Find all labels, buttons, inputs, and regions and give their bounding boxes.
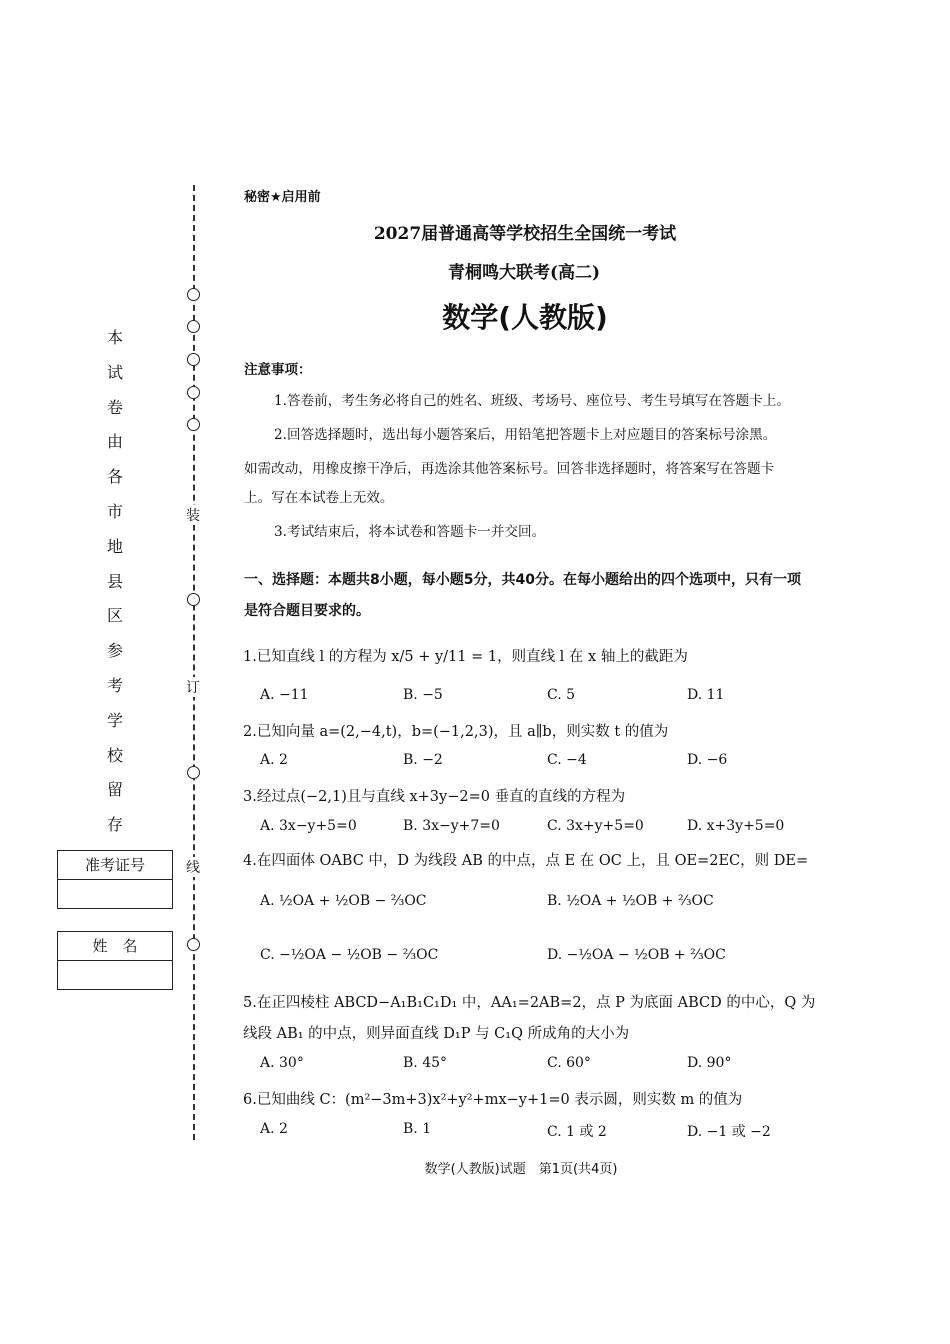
notice-char: 卷 bbox=[106, 397, 123, 417]
section-heading: 一、选择题：本题共8小题，每小题5分，共40分。在每小题给出的四个选项中，只有一项 bbox=[244, 572, 801, 588]
q6-option-a: A. 2 bbox=[260, 1121, 288, 1137]
binding-char: 订 bbox=[186, 677, 200, 697]
notice-char: 本 bbox=[106, 328, 123, 347]
notice-char: 地 bbox=[106, 536, 123, 556]
name-field[interactable] bbox=[58, 961, 172, 989]
q2-option-a: A. 2 bbox=[260, 752, 288, 768]
name-box bbox=[57, 931, 173, 990]
retention-notice bbox=[103, 325, 127, 847]
notice-char: 市 bbox=[106, 501, 123, 521]
subject-title: 数学(人教版) bbox=[442, 301, 608, 334]
notice-char: 考 bbox=[106, 675, 123, 695]
q5-option-b: B. 45° bbox=[403, 1055, 448, 1071]
notice-char: 校 bbox=[106, 745, 123, 765]
binding-char: 装 bbox=[186, 505, 200, 525]
notice-char: 各 bbox=[106, 467, 123, 487]
page-footer: 数学(人教版)试题 第1页(共4页) bbox=[424, 1162, 618, 1177]
binding-hole-icon bbox=[187, 593, 200, 606]
section-heading-cont: 是符合题目要求的。 bbox=[244, 603, 370, 619]
notice-char: 由 bbox=[106, 432, 123, 452]
note-2-cont: 如需改动，用橡皮擦干净后，再选涂其他答案标号。回答非选择题时，将答案写在答题卡 bbox=[244, 461, 775, 477]
q4-option-c: C. −½OA − ½OB − ⅔OC bbox=[260, 947, 439, 963]
question-5: 5.在正四棱柱 ABCD−A₁B₁C₁D₁ 中，AA₁=2AB=2，点 P 为底面 ABCD 的中心，Q 为 bbox=[243, 995, 816, 1011]
question-6: 6.已知曲线 C：(m²−3m+3)x²+y²+mx−y+1=0 表示圆，则实数 m 的值为 bbox=[243, 1092, 743, 1108]
secret-label: 秘密★启用前 bbox=[244, 190, 321, 205]
question-2: 2.已知向量 a=(2,−4,t)，b=(−1,2,3)，且 a∥b，则实数 t 的值为 bbox=[243, 724, 669, 740]
note-2-end: 上。写在本试卷上无效。 bbox=[244, 490, 394, 506]
q4-option-a: A. ½OA + ½OB − ⅔OC bbox=[260, 893, 427, 909]
question-3: 3.经过点(−2,1)且与直线 x+3y−2=0 垂直的直线的方程为 bbox=[243, 789, 626, 805]
binding-char: 线 bbox=[186, 857, 200, 877]
q4-option-b: B. ½OA + ½OB + ⅔OC bbox=[547, 893, 714, 909]
question-1: 1.已知直线 l 的方程为 x/5 + y/11 = 1，则直线 l 在 x 轴上的截距为 bbox=[243, 649, 688, 665]
notice-char: 存 bbox=[106, 815, 123, 835]
q3-option-a: A. 3x−y+5=0 bbox=[260, 818, 357, 834]
name-label: 姓 名 bbox=[58, 932, 172, 961]
q2-option-c: C. −4 bbox=[547, 752, 587, 768]
q3-option-b: B. 3x−y+7=0 bbox=[403, 818, 500, 834]
note-3: 3.考试结束后，将本试卷和答题卡一并交回。 bbox=[274, 524, 546, 540]
binding-hole-icon bbox=[187, 938, 200, 951]
q6-option-c: C. 1 或 2 bbox=[547, 1124, 607, 1140]
q4-option-d: D. −½OA − ½OB + ⅔OC bbox=[547, 947, 726, 963]
notice-char: 学 bbox=[106, 710, 123, 730]
q2-option-d: D. −6 bbox=[687, 752, 728, 768]
q1-option-d: D. 11 bbox=[687, 687, 725, 703]
binding-hole-icon bbox=[187, 418, 200, 431]
q6-option-d: D. −1 或 −2 bbox=[687, 1124, 771, 1140]
exam-title: 2027届普通高等学校招生全国统一考试 bbox=[373, 224, 677, 244]
q5-option-c: C. 60° bbox=[547, 1055, 591, 1071]
notice-char: 留 bbox=[106, 780, 123, 800]
note-1: 1.答卷前，考生务必将自己的姓名、班级、考场号、座位号、考生号填写在答题卡上。 bbox=[274, 393, 790, 409]
q1-option-a: A. −11 bbox=[260, 687, 309, 703]
notice-char: 试 bbox=[106, 362, 123, 382]
q5-option-a: A. 30° bbox=[260, 1055, 304, 1071]
question-4: 4.在四面体 OABC 中，D 为线段 AB 的中点，点 E 在 OC 上，且 OE=2EC，则 DE= bbox=[243, 853, 809, 869]
notice-char: 县 bbox=[106, 571, 123, 591]
q1-option-b: B. −5 bbox=[403, 687, 443, 703]
q6-option-b: B. 1 bbox=[403, 1121, 432, 1137]
notes-heading: 注意事项： bbox=[244, 362, 312, 378]
q3-option-c: C. 3x+y+5=0 bbox=[547, 818, 644, 834]
notice-char: 区 bbox=[106, 606, 123, 626]
q1-option-c: C. 5 bbox=[547, 687, 576, 703]
exam-subtitle: 青桐鸣大联考(高二) bbox=[447, 263, 601, 283]
exam-id-field[interactable] bbox=[58, 880, 172, 908]
question-5-cont: 线段 AB₁ 的中点，则异面直线 D₁P 与 C₁Q 所成角的大小为 bbox=[243, 1026, 630, 1042]
binding-hole-icon bbox=[187, 353, 200, 366]
q2-option-b: B. −2 bbox=[403, 752, 443, 768]
binding-hole-icon bbox=[187, 766, 200, 779]
q5-option-d: D. 90° bbox=[687, 1055, 732, 1071]
exam-id-label: 准考证号 bbox=[58, 851, 172, 880]
binding-hole-icon bbox=[187, 386, 200, 399]
exam-id-box bbox=[57, 850, 173, 909]
q3-option-d: D. x+3y+5=0 bbox=[687, 818, 785, 834]
note-2: 2.回答选择题时，选出每小题答案后，用铅笔把答题卡上对应题目的答案标号涂黑。 bbox=[274, 427, 777, 443]
notice-char: 参 bbox=[106, 641, 123, 661]
